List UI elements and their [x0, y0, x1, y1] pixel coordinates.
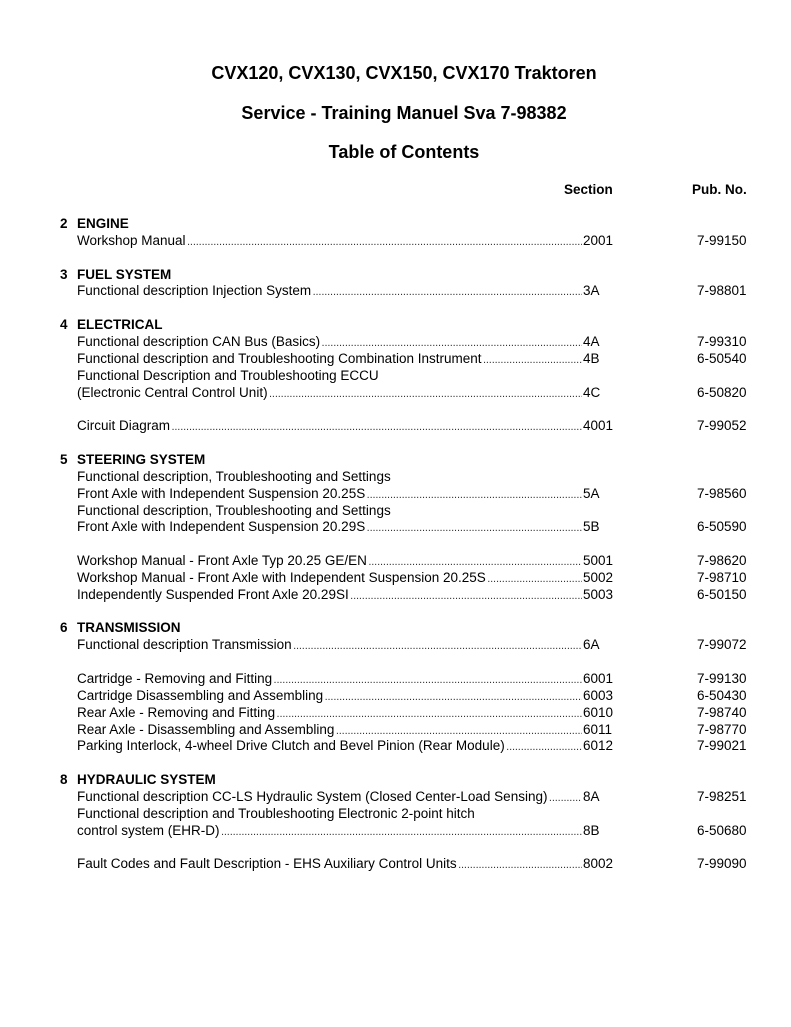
entry-pub-number: 7-98251 — [697, 788, 747, 804]
entry-pub-number: 7-99090 — [697, 856, 747, 872]
document-title: CVX120, CVX130, CVX150, CVX170 Traktoren — [211, 63, 597, 83]
entry-section-code: 4A — [583, 334, 600, 349]
entry-title-text: Functional description CAN Bus (Basics) — [77, 334, 321, 349]
entry-title-text: control system (EHR-D) — [77, 822, 220, 838]
section-title: ENGINE — [77, 216, 129, 231]
toc-entry — [0, 384, 791, 401]
entry-pub-number: 6-50540 — [697, 350, 747, 366]
toc-entry — [0, 552, 791, 569]
section-title: HYDRAULIC SYSTEM — [77, 772, 216, 788]
entry-title — [77, 855, 582, 874]
toc-section-heading — [0, 215, 791, 232]
entry-section-code: 2001 — [583, 232, 614, 248]
toc-entry — [0, 569, 791, 586]
entry-pub-number: 7-98770 — [697, 721, 747, 737]
toc-entry — [0, 518, 791, 535]
manual-subtitle: Service - Training Manuel Sva 7-98382 — [241, 103, 567, 123]
entry-title-text: Parking Interlock, 4-wheel Drive Clutch and Bevel Pinion (Rear Module) — [77, 738, 505, 754]
section-number: 8 — [60, 772, 68, 788]
entry-title-text: Rear Axle - Disassembling and Assembling — [77, 721, 335, 737]
entry-title-text: (Electronic Central Control Unit) — [77, 384, 268, 400]
entry-pub-number: 6-50150 — [697, 586, 747, 602]
entry-section-code: 3A — [583, 283, 600, 299]
toc-entry — [0, 721, 791, 738]
section-column-header: Section — [564, 182, 613, 197]
entry-section-code: 5002 — [583, 569, 614, 585]
toc-entry — [0, 855, 791, 872]
section-title: FUEL SYSTEM — [77, 266, 172, 282]
entry-pub-number: 7-98801 — [697, 283, 747, 299]
entry-title-text: Functional description CC-LS Hydraulic System (Closed Center-Load Sensing) — [77, 788, 548, 804]
entry-section-code: 6011 — [583, 721, 613, 737]
toc-entry — [0, 670, 791, 687]
entry-title — [77, 518, 582, 537]
entry-section-code: 6010 — [583, 704, 614, 720]
entry-title — [77, 282, 582, 301]
entry-section-code: 5003 — [583, 586, 614, 602]
section-title: TRANSMISSION — [77, 620, 181, 636]
toc-entry-line — [0, 367, 791, 384]
entry-section-code: 8002 — [583, 856, 614, 872]
entry-section-code: 4C — [583, 384, 601, 400]
entry-title-text: Functional description Injection System — [77, 283, 312, 299]
entry-title-text: Front Axle with Independent Suspension 20.29S — [77, 519, 366, 535]
entry-title — [77, 586, 582, 605]
toc-entry — [0, 704, 791, 721]
toc-heading: Table of Contents — [328, 142, 480, 162]
entry-title — [77, 636, 582, 655]
entry-title — [77, 822, 582, 841]
section-number: 6 — [60, 620, 68, 636]
section-number: 3 — [60, 266, 68, 282]
entry-section-code: 6001 — [583, 671, 614, 686]
section-title: STEERING SYSTEM — [77, 451, 206, 467]
entry-section-code: 6003 — [583, 687, 614, 703]
entry-section-code: 6A — [583, 637, 600, 653]
entry-title — [77, 384, 582, 403]
entry-pub-number: 7-98620 — [697, 553, 747, 568]
toc-entry — [0, 282, 791, 299]
section-number: 5 — [60, 451, 68, 467]
toc-entry — [0, 788, 791, 805]
entry-title-text: Independently Suspended Front Axle 20.29SI — [77, 586, 349, 602]
entry-pub-number: 7-99072 — [697, 637, 747, 653]
entry-pub-number: 6-50590 — [697, 519, 747, 535]
entry-title: Functional description and Troubleshooting Electronic 2-point hitch — [77, 805, 475, 821]
entry-title-text: Functional description and Troubleshooting Combination Instrument — [77, 350, 482, 366]
entry-title-text: Workshop Manual - Front Axle with Independent Suspension 20.25S — [77, 569, 486, 585]
toc-entry — [0, 417, 791, 434]
toc-section-heading — [0, 316, 791, 333]
toc-entry-line — [0, 468, 791, 485]
entry-pub-number: 7-98710 — [697, 569, 747, 585]
entry-title — [77, 417, 582, 436]
entry-title-text: Cartridge Disassembling and Assembling — [77, 687, 324, 703]
toc-entry-line — [0, 805, 791, 822]
entry-title-text: Workshop Manual - Front Axle Typ 20.25 GE/EN — [77, 553, 367, 568]
toc-entry-line — [0, 502, 791, 519]
entry-title-text: Cartridge - Removing and Fitting — [77, 671, 273, 686]
toc-entry — [0, 687, 791, 704]
entry-pub-number: 6-50430 — [697, 687, 747, 703]
entry-pub-number: 7-99150 — [697, 232, 747, 248]
toc-entry — [0, 232, 791, 249]
entry-title-text: Workshop Manual — [77, 232, 186, 248]
entry-pub-number: 6-50680 — [697, 822, 747, 838]
toc-entry — [0, 636, 791, 653]
toc-section-heading — [0, 771, 791, 788]
toc-entry — [0, 737, 791, 754]
section-number: 2 — [60, 216, 68, 231]
entry-title: Functional description, Troubleshooting and Settings — [77, 468, 391, 484]
entry-pub-number: 7-99052 — [697, 418, 747, 434]
entry-title-text: Fault Codes and Fault Description - EHS Auxiliary Control Units — [77, 856, 457, 872]
entry-title — [77, 737, 582, 756]
toc-entry — [0, 333, 791, 350]
pub-no-column-header: Pub. No. — [692, 182, 747, 197]
entry-title-text: Functional description Transmission — [77, 637, 292, 653]
toc-section-heading — [0, 451, 791, 468]
entry-section-code: 5B — [583, 519, 600, 535]
entry-pub-number: 7-98740 — [697, 704, 747, 720]
entry-pub-number: 7-99021 — [697, 738, 747, 754]
toc-entry — [0, 350, 791, 367]
toc-entry — [0, 485, 791, 502]
entry-title — [77, 232, 582, 251]
toc-entry — [0, 822, 791, 839]
entry-section-code: 4001 — [583, 418, 614, 434]
entry-section-code: 8A — [583, 788, 600, 804]
entry-title-text: Front Axle with Independent Suspension 20.25S — [77, 485, 366, 501]
entry-title: Functional description, Troubleshooting and Settings — [77, 502, 391, 518]
entry-section-code: 6012 — [583, 738, 614, 754]
toc-entry — [0, 586, 791, 603]
entry-section-code: 5A — [583, 485, 600, 501]
entry-section-code: 5001 — [583, 553, 614, 568]
entry-pub-number: 7-99310 — [697, 334, 747, 349]
toc-section-heading — [0, 619, 791, 636]
entry-title-text: Circuit Diagram — [77, 418, 171, 434]
entry-title-text: Rear Axle - Removing and Fitting — [77, 704, 276, 720]
section-title: ELECTRICAL — [77, 317, 163, 333]
entry-pub-number: 7-98560 — [697, 485, 747, 501]
entry-pub-number: 6-50820 — [697, 384, 747, 400]
entry-title: Functional Description and Troubleshooting ECCU — [77, 367, 379, 383]
entry-pub-number: 7-99130 — [697, 671, 747, 686]
entry-section-code: 4B — [583, 350, 600, 366]
toc-section-heading — [0, 266, 791, 283]
section-number: 4 — [60, 317, 68, 333]
entry-section-code: 8B — [583, 822, 600, 838]
